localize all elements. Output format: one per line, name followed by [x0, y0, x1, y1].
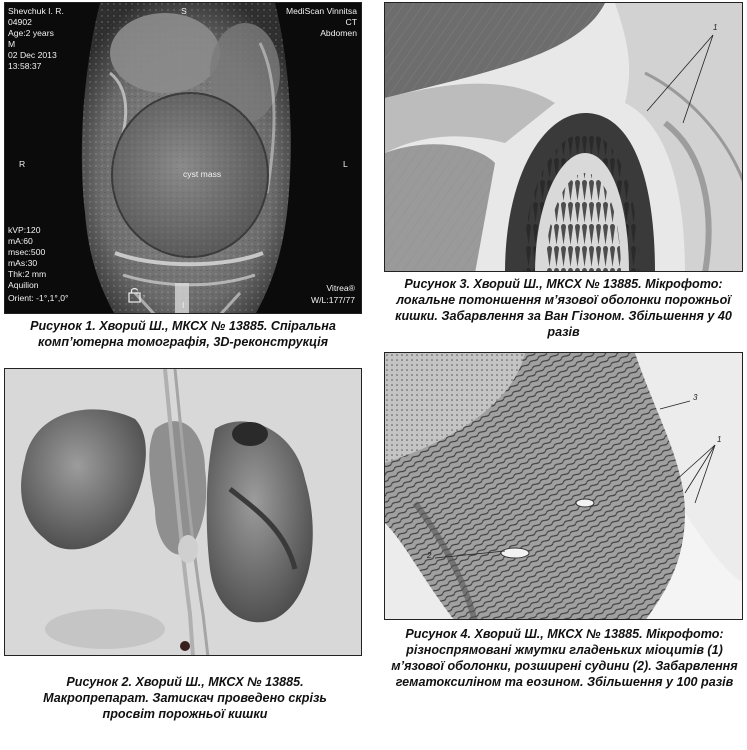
hematoxylin-eosin-micrograph-image [385, 353, 743, 620]
svg-text:ʼ: ʼ [143, 294, 145, 304]
figure-1-ct-image [4, 2, 362, 314]
ct-mas: mAs:30 [8, 258, 38, 268]
ct-region: Abdomen [320, 28, 357, 38]
ct-window-level: W/L:177/77 [311, 295, 355, 305]
figure-2-specimen-photo [4, 368, 362, 656]
figure-4-micrograph [384, 352, 743, 620]
ct-modality: CT [345, 17, 357, 27]
ct-marker-superior: S [181, 6, 187, 16]
ct-reconstruction-render [5, 3, 362, 314]
ct-age: Age:2 years [8, 28, 54, 38]
ct-time: 13:58:37 [8, 61, 42, 71]
figure-4-caption: Рисунок 4. Хворий Ш., МКСХ № 13885. Мікрофото: різноспрямовані жмутки гладеньких міоцитів (1) м’язової оболонки, розширені судини (2). Забарвлення гематоксиліном та еозином. Збільшення у 100 разів [391, 627, 738, 689]
ct-software: Vitrea® [326, 283, 355, 293]
ct-patient-name: Shevchuk I. R. [8, 6, 64, 16]
figure-2-caption: Рисунок 2. Хворий Ш., МКСХ № 13885. Макропрепарат. Затискач проведено скрізь просвіт порожньої кишки [43, 675, 327, 721]
figure-4-marker-1: 1 [717, 435, 722, 444]
figure-4-marker-2: 2 [427, 551, 432, 560]
ct-msec: msec:500 [8, 247, 46, 257]
ct-date: 02 Dec 2013 [8, 50, 57, 60]
figure-3-micrograph [384, 2, 743, 272]
ct-sex: M [8, 39, 16, 49]
figure-3-marker-1: 1 [713, 23, 718, 32]
macro-specimen-image [5, 369, 362, 656]
ct-thickness: Thk:2 mm [8, 269, 47, 279]
ct-institution: MediScan Vinnitsa [285, 6, 357, 16]
ct-patient-id: 04902 [8, 17, 32, 27]
ct-lesion-label: cyst mass [183, 169, 222, 179]
ct-marker-right: R [19, 159, 26, 169]
figure-1-caption: Рисунок 1. Хворий Ш., МКСХ № 13885. Спіральна комп’ютерна томографія, 3D-реконструкція [30, 319, 336, 349]
van-gieson-micrograph-image [385, 3, 743, 272]
ct-kvp: kVP:120 [8, 225, 41, 235]
ct-orientation: Orient: -1°,1°,0° [8, 293, 69, 303]
ct-scanner: Aquilion [8, 280, 39, 290]
figure-4-marker-3: 3 [693, 393, 698, 402]
ct-marker-inferior: I [182, 300, 185, 310]
figure-3-caption: Рисунок 3. Хворий Ш., МКСХ № 13885. Мікрофото: локальне потоншення м’язової оболонки порожньої кишки. Забарвлення за Ван Гізоном. Збільшення у 40 разів [395, 277, 732, 339]
ct-marker-left: L [343, 159, 348, 169]
ct-ma: mA:60 [8, 236, 33, 246]
